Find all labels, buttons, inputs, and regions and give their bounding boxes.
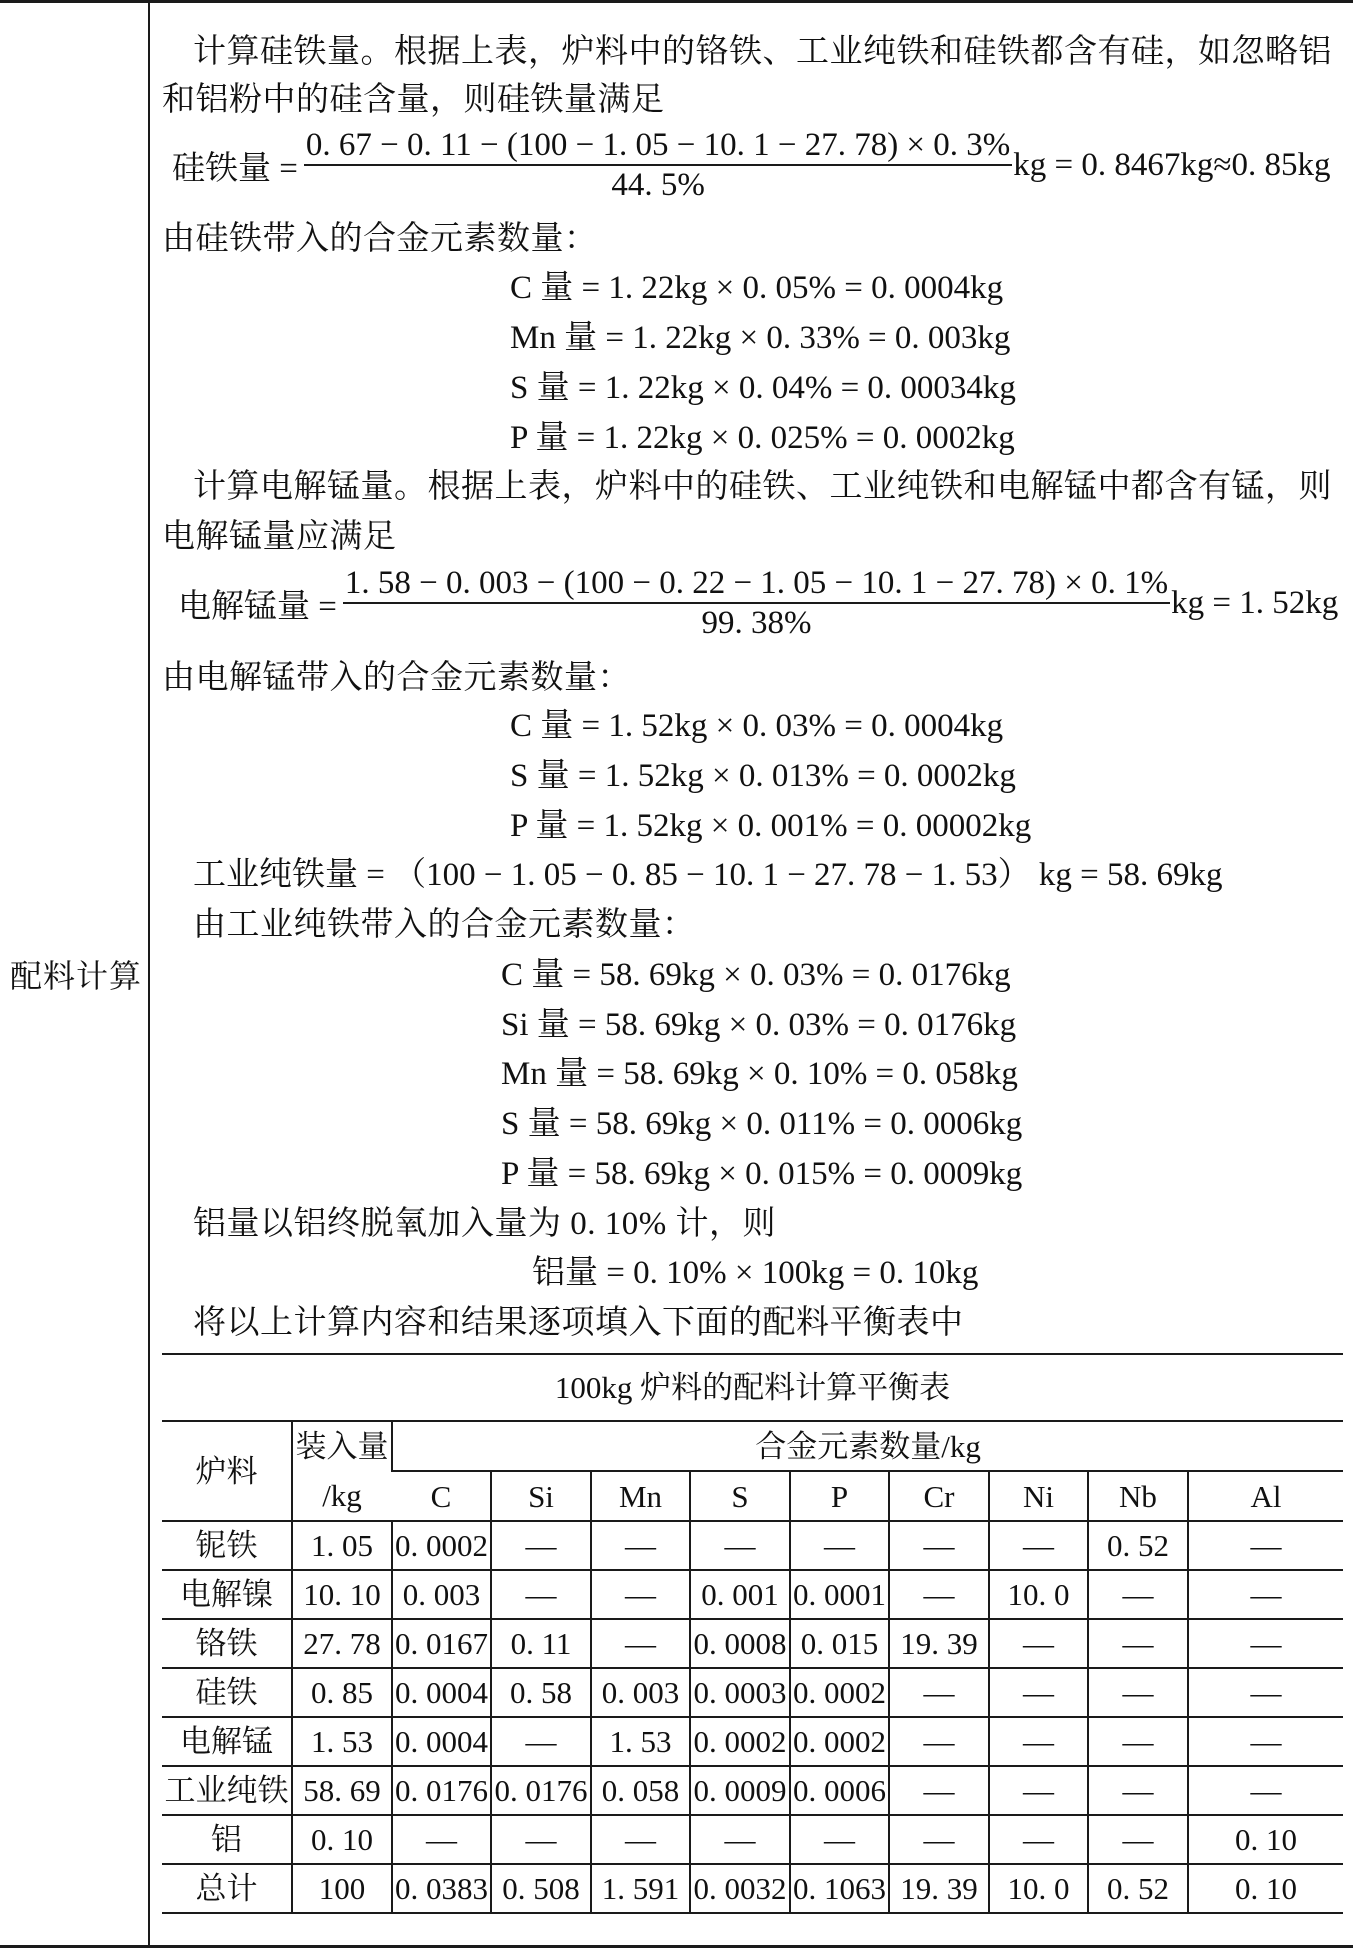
cell-cr: — (889, 1717, 989, 1766)
cell-ni: — (989, 1619, 1088, 1668)
cell-cr: 19. 39 (889, 1864, 989, 1913)
cell-material: 铬铁 (162, 1619, 292, 1668)
table-row (162, 1766, 1343, 1815)
manganese-formula (178, 564, 1338, 642)
cell-al: 0. 10 (1188, 1864, 1343, 1913)
cell-al: — (1188, 1717, 1343, 1766)
iron-element-line: S 量 = 58. 69kg × 0. 011% = 0. 0006kg (501, 1106, 1023, 1142)
cell-p: 0. 0001 (790, 1570, 889, 1619)
cell-ni: 10. 0 (989, 1864, 1088, 1913)
cell-material: 铌铁 (162, 1521, 292, 1570)
cell-nb: — (1088, 1619, 1188, 1668)
mn-intro-line-1: 计算电解锰量。根据上表，炉料中的硅铁、工业纯铁和电解锰中都含有锰，则 (193, 469, 1332, 505)
cell-charge: 0. 85 (292, 1668, 392, 1717)
header-si: Si (491, 1471, 591, 1521)
cell-cr: — (889, 1521, 989, 1570)
fraction-numerator: 1. 58 − 0. 003 − (100 − 0. 22 − 1. 05 − 10. 1 − 27. 78) × 0. 1% (343, 564, 1170, 604)
cell-charge: 0. 10 (292, 1815, 392, 1864)
cell-al: — (1188, 1766, 1343, 1815)
cell-cr: — (889, 1570, 989, 1619)
cell-si: — (491, 1521, 591, 1570)
cell-charge: 1. 05 (292, 1521, 392, 1570)
cell-mn: 1. 53 (591, 1717, 690, 1766)
header-ni: Ni (989, 1471, 1088, 1521)
al-formula: 铝量 = 0. 10% × 100kg = 0. 10kg (532, 1255, 979, 1291)
cell-material: 总计 (162, 1864, 292, 1913)
cell-p: — (790, 1521, 889, 1570)
ferrosilicon-formula (172, 126, 1331, 204)
cell-ni: — (989, 1521, 1088, 1570)
cell-nb: — (1088, 1668, 1188, 1717)
cell-c: — (392, 1815, 491, 1864)
formula-label: 硅铁量 = (172, 150, 298, 187)
cell-p: 0. 1063 (790, 1864, 889, 1913)
cell-al: — (1188, 1619, 1343, 1668)
mn-element-line: S 量 = 1. 52kg × 0. 013% = 0. 0002kg (510, 758, 1016, 794)
cell-c: 0. 003 (392, 1570, 491, 1619)
table-row (162, 1864, 1343, 1913)
cell-mn: 0. 058 (591, 1766, 690, 1815)
table-title: 100kg 炉料的配料计算平衡表 (554, 1370, 951, 1405)
section-label: 配料计算 (10, 958, 143, 994)
header-alloy-group: 合金元素数量/kg (392, 1421, 1343, 1471)
cell-mn: — (591, 1521, 690, 1570)
cell-c: 0. 0383 (392, 1864, 491, 1913)
cell-material: 电解锰 (162, 1717, 292, 1766)
fraction (304, 126, 1012, 204)
si-element-line: C 量 = 1. 22kg × 0. 05% = 0. 0004kg (510, 270, 1004, 306)
cell-charge: 10. 10 (292, 1570, 392, 1619)
cell-cr: 19. 39 (889, 1619, 989, 1668)
cell-si: 0. 58 (491, 1668, 591, 1717)
fraction-denominator: 44. 5% (611, 167, 705, 203)
cell-p: 0. 0006 (790, 1766, 889, 1815)
table-row (162, 1619, 1343, 1668)
iron-elements-heading: 由工业纯铁带入的合金元素数量： (193, 907, 696, 943)
cell-material: 铝 (162, 1815, 292, 1864)
cell-ni: 10. 0 (989, 1570, 1088, 1619)
cell-charge: 100 (292, 1864, 392, 1913)
top-rule (0, 0, 1353, 3)
cell-material: 工业纯铁 (162, 1766, 292, 1815)
table-body (162, 1521, 1343, 1913)
cell-charge: 27. 78 (292, 1619, 392, 1668)
bottom-rule (0, 1945, 1353, 1948)
header-nb: Nb (1088, 1471, 1188, 1521)
cell-p: 0. 0002 (790, 1717, 889, 1766)
formula-label: 电解锰量 = (178, 588, 337, 625)
cell-s: 0. 0002 (690, 1717, 790, 1766)
header-cr: Cr (889, 1471, 989, 1521)
cell-al: — (1188, 1521, 1343, 1570)
cell-si: — (491, 1570, 591, 1619)
cell-ni: — (989, 1766, 1088, 1815)
si-intro-line-2: 和铝粉中的硅含量，则硅铁量满足 (162, 82, 665, 118)
header-c: C (392, 1471, 491, 1521)
fraction-denominator: 99. 38% (701, 605, 812, 641)
cell-mn: 1. 591 (591, 1864, 690, 1913)
header-material: 炉料 (162, 1421, 292, 1521)
cell-si: 0. 11 (491, 1619, 591, 1668)
table-row (162, 1570, 1343, 1619)
table-row (162, 1521, 1343, 1570)
cell-c: 0. 0002 (392, 1521, 491, 1570)
iron-element-line: C 量 = 58. 69kg × 0. 03% = 0. 0176kg (501, 957, 1011, 993)
cell-nb: — (1088, 1815, 1188, 1864)
cell-nb: 0. 52 (1088, 1864, 1188, 1913)
cell-s: 0. 001 (690, 1570, 790, 1619)
al-intro: 铝量以铝终脱氧加入量为 0. 10% 计，则 (193, 1206, 776, 1242)
mn-element-line: C 量 = 1. 52kg × 0. 03% = 0. 0004kg (510, 708, 1004, 744)
cell-s: 0. 0003 (690, 1668, 790, 1717)
cell-al: — (1188, 1570, 1343, 1619)
cell-al: — (1188, 1668, 1343, 1717)
iron-element-line: Mn 量 = 58. 69kg × 0. 10% = 0. 058kg (501, 1056, 1018, 1092)
mn-elements-heading: 由电解锰带入的合金元素数量： (162, 660, 631, 696)
header-p: P (790, 1471, 889, 1521)
table-row (162, 1668, 1343, 1717)
cell-si: 0. 0176 (491, 1766, 591, 1815)
cell-nb: — (1088, 1766, 1188, 1815)
si-element-line: Mn 量 = 1. 22kg × 0. 33% = 0. 003kg (510, 320, 1011, 356)
cell-s: 0. 0032 (690, 1864, 790, 1913)
header-al: Al (1188, 1471, 1343, 1521)
cell-si: — (491, 1717, 591, 1766)
mn-intro-line-2: 电解锰量应满足 (162, 519, 397, 555)
cell-nb: — (1088, 1570, 1188, 1619)
cell-ni: — (989, 1815, 1088, 1864)
header-s: S (690, 1471, 790, 1521)
cell-ni: — (989, 1668, 1088, 1717)
cell-cr: — (889, 1766, 989, 1815)
si-intro-line-1: 计算硅铁量。根据上表，炉料中的铬铁、工业纯铁和硅铁都含有硅，如忽略铝 (193, 34, 1332, 70)
cell-p: 0. 0002 (790, 1668, 889, 1717)
cell-charge: 1. 53 (292, 1717, 392, 1766)
cell-s: 0. 0008 (690, 1619, 790, 1668)
table-top-rule (162, 1353, 1343, 1355)
fraction-numerator: 0. 67 − 0. 11 − (100 − 1. 05 − 10. 1 − 27. 78) × 0. 3% (304, 126, 1012, 166)
iron-formula: 工业纯铁量 = （100 − 1. 05 − 0. 85 − 10. 1 − 27. 78 − 1. 53） kg = 58. 69kg (193, 857, 1223, 893)
table-header-row (162, 1421, 1343, 1471)
cell-mn: — (591, 1570, 690, 1619)
header-charge-line1: 装入量 (295, 1429, 389, 1464)
cell-material: 硅铁 (162, 1668, 292, 1717)
cell-si: — (491, 1815, 591, 1864)
table-row (162, 1717, 1343, 1766)
iron-element-line: Si 量 = 58. 69kg × 0. 03% = 0. 0176kg (501, 1007, 1017, 1043)
table-row (162, 1815, 1343, 1864)
mn-element-line: P 量 = 1. 52kg × 0. 001% = 0. 00002kg (510, 808, 1032, 844)
cell-si: 0. 508 (491, 1864, 591, 1913)
cell-ni: — (989, 1717, 1088, 1766)
batch-balance-table (162, 1420, 1343, 1914)
si-element-line: P 量 = 1. 22kg × 0. 025% = 0. 0002kg (510, 420, 1015, 456)
cell-mn: 0. 003 (591, 1668, 690, 1717)
si-elements-heading: 由硅铁带入的合金元素数量： (162, 221, 598, 257)
column-divider (148, 0, 150, 1948)
cell-p: — (790, 1815, 889, 1864)
cell-c: 0. 0004 (392, 1717, 491, 1766)
cell-mn: — (591, 1619, 690, 1668)
cell-nb: — (1088, 1717, 1188, 1766)
header-charge (292, 1421, 392, 1521)
header-charge-line2: /kg (322, 1478, 362, 1513)
cell-s: — (690, 1815, 790, 1864)
formula-result: kg = 1. 52kg (1171, 584, 1339, 621)
cell-al: 0. 10 (1188, 1815, 1343, 1864)
formula-result: kg = 0. 8467kg≈0. 85kg (1013, 146, 1331, 183)
cell-charge: 58. 69 (292, 1766, 392, 1815)
cell-c: 0. 0167 (392, 1619, 491, 1668)
fraction (343, 564, 1170, 642)
si-element-line: S 量 = 1. 22kg × 0. 04% = 0. 00034kg (510, 370, 1016, 406)
cell-nb: 0. 52 (1088, 1521, 1188, 1570)
cell-c: 0. 0004 (392, 1668, 491, 1717)
header-mn: Mn (591, 1471, 690, 1521)
iron-element-line: P 量 = 58. 69kg × 0. 015% = 0. 0009kg (501, 1156, 1023, 1192)
cell-s: 0. 0009 (690, 1766, 790, 1815)
cell-cr: — (889, 1668, 989, 1717)
closing-sentence: 将以上计算内容和结果逐项填入下面的配料平衡表中 (193, 1305, 964, 1341)
cell-c: 0. 0176 (392, 1766, 491, 1815)
cell-s: — (690, 1521, 790, 1570)
cell-material: 电解镍 (162, 1570, 292, 1619)
cell-p: 0. 015 (790, 1619, 889, 1668)
cell-cr: — (889, 1815, 989, 1864)
cell-mn: — (591, 1815, 690, 1864)
